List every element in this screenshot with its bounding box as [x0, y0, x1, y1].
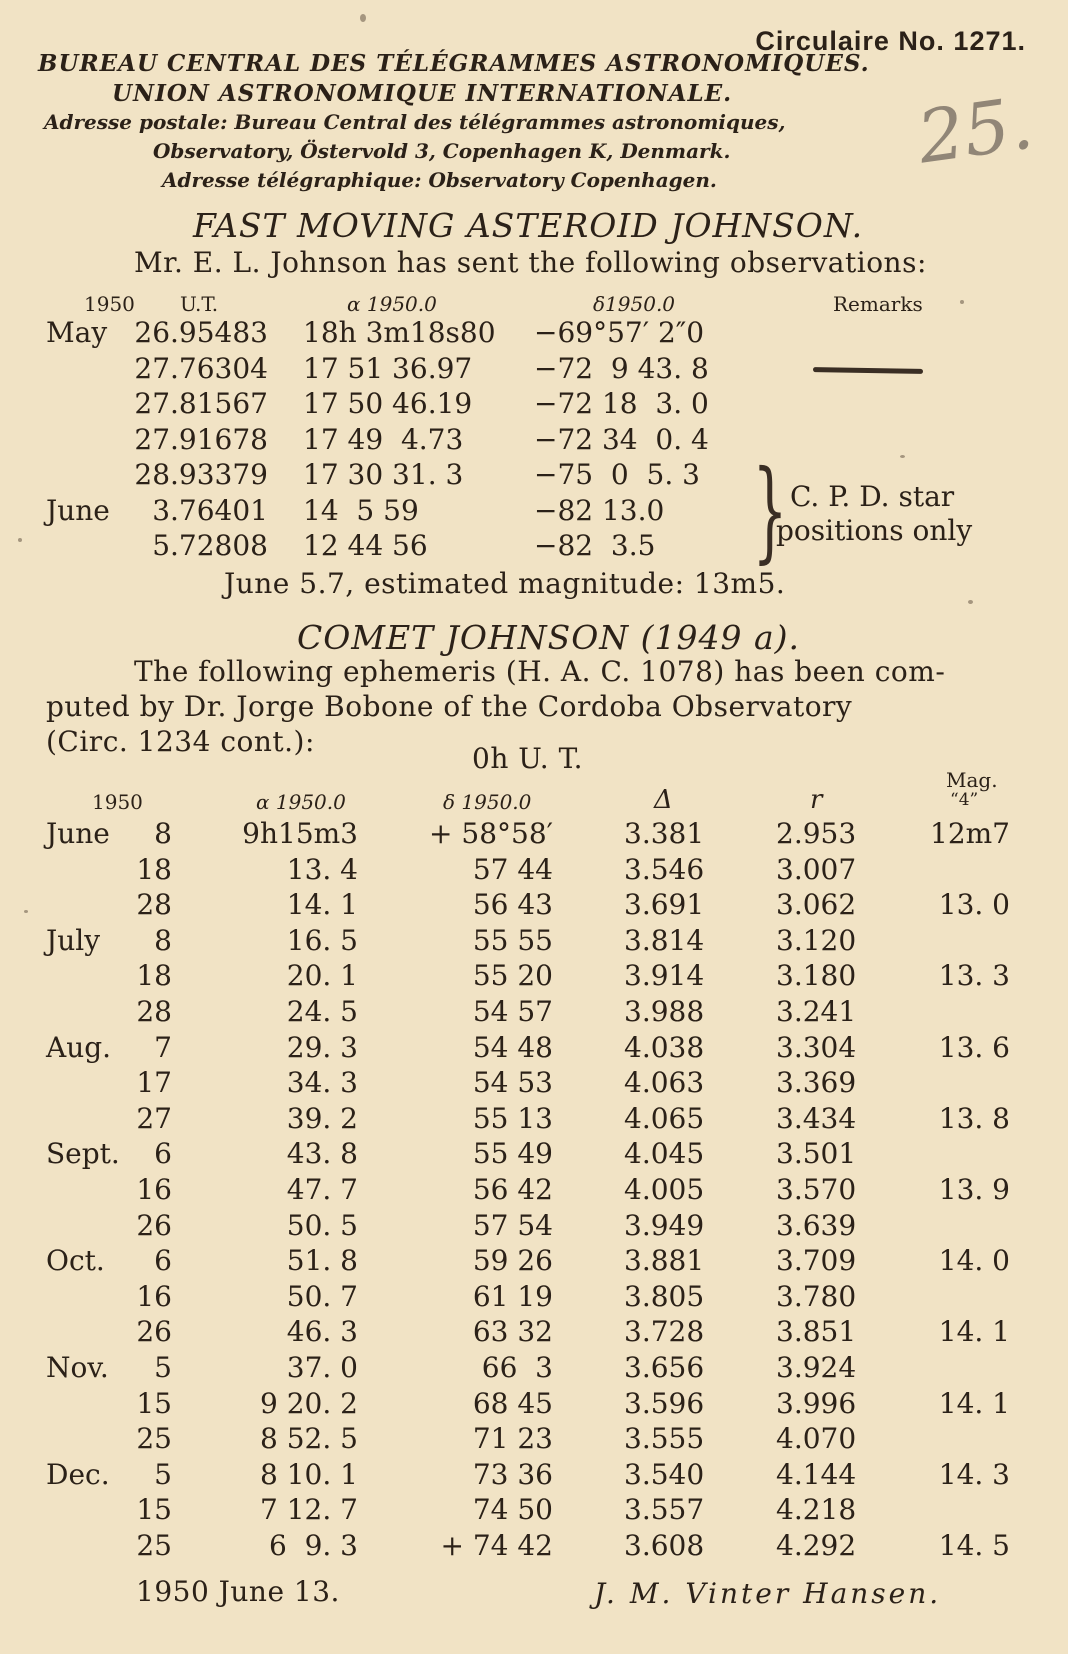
ephem-delta: 3.381 [624, 817, 705, 850]
ephem-dec: + 58°58′ [429, 817, 553, 850]
obs-ut: 3.76401 [152, 493, 268, 527]
ephem-dec: 56 42 [472, 1173, 553, 1206]
ephem-delta: 3.596 [624, 1386, 705, 1420]
ephem-dec: 73 36 [472, 1457, 553, 1491]
ephem-day: 25 [136, 1422, 172, 1456]
ephem-delta: 3.555 [624, 1422, 705, 1456]
ephem-day: 25 [136, 1529, 172, 1562]
ephem-day: 8 [154, 923, 172, 957]
asteroid-col-ut: U.T. [180, 292, 219, 316]
ephem-delta: 4.063 [624, 1066, 705, 1100]
ephem-dec: 68 45 [472, 1386, 553, 1420]
ephem-dec: 54 57 [472, 995, 553, 1028]
comet-col-year: 1950 [92, 790, 143, 814]
asteroid-col-dec: δ1950.0 [593, 292, 676, 316]
ephem-r: 2.953 [776, 817, 857, 850]
obs-ut: 27.91678 [134, 422, 268, 456]
ephem-ra: 8 10. 1 [260, 1457, 358, 1491]
ephem-delta: 4.005 [624, 1173, 705, 1206]
ephem-ra: 51. 8 [286, 1244, 358, 1278]
remark-line-2: positions only [776, 514, 973, 547]
ephem-dec: 55 20 [472, 959, 553, 993]
ephem-r: 4.070 [776, 1422, 857, 1456]
ephem-dec: 56 43 [472, 888, 553, 922]
ephem-dec: 57 54 [472, 1208, 553, 1242]
ephem-mag: 13. 9 [938, 1173, 1010, 1206]
ephem-dec: 55 13 [472, 1101, 553, 1135]
ephem-delta: 4.065 [624, 1101, 705, 1135]
paper-speck [360, 14, 366, 22]
obs-dec: −82 13.0 [534, 493, 665, 527]
comet-col-r: r [810, 785, 823, 815]
ephem-r: 3.062 [776, 888, 857, 922]
ephem-mag: 13. 8 [938, 1101, 1010, 1135]
ephem-delta: 3.656 [624, 1351, 705, 1384]
postal-address-line-2: Observatory, Östervold 3, Copenhagen K, Denmark. [153, 139, 731, 163]
ephem-r: 3.120 [776, 923, 857, 957]
asteroid-section-title: FAST MOVING ASTEROID JOHNSON. [193, 206, 864, 245]
ephem-ra: 16. 5 [286, 923, 358, 957]
ephem-ra: 34. 3 [286, 1066, 358, 1100]
ephem-ra: 20. 1 [286, 959, 358, 993]
ephem-mag: 14. 0 [938, 1244, 1010, 1278]
comet-paragraph-line-3: (Circ. 1234 cont.): [46, 725, 315, 758]
ephem-dec: 55 55 [472, 923, 553, 957]
ephem-ra: 29. 3 [286, 1030, 358, 1064]
ephem-day: 26 [136, 1208, 172, 1242]
ephem-month: Sept. [46, 1137, 120, 1171]
obs-ut: 28.93379 [134, 458, 268, 491]
ephem-day: 15 [136, 1386, 172, 1420]
asteroid-col-remarks: Remarks [833, 292, 923, 316]
ephem-dec: 61 19 [472, 1279, 553, 1313]
ephem-r: 4.144 [776, 1457, 857, 1491]
ephem-r: 4.218 [776, 1493, 857, 1527]
ephem-delta: 3.546 [624, 852, 705, 886]
comet-col-delta: Δ [654, 785, 673, 815]
ephem-day: 18 [136, 852, 172, 886]
ephem-mag: 14. 1 [938, 1386, 1010, 1420]
ephem-day: 6 [154, 1137, 172, 1171]
ephem-dec: 57 44 [472, 852, 553, 886]
ephem-dec: 54 48 [472, 1030, 553, 1064]
ephem-delta: 3.728 [624, 1315, 705, 1349]
signature: J. M. Vinter Hansen. [594, 1577, 942, 1610]
ephem-ra: 37. 0 [286, 1351, 358, 1384]
ephem-ra: 43. 8 [286, 1137, 358, 1171]
ephem-delta: 3.914 [624, 959, 705, 993]
ephem-mag: 14. 3 [938, 1457, 1010, 1491]
obs-ra: 17 50 46.19 [303, 387, 473, 420]
ephem-day: 5 [154, 1351, 172, 1384]
ephem-dec: 74 50 [472, 1493, 553, 1527]
ephem-day: 16 [136, 1173, 172, 1206]
ephem-r: 3.180 [776, 959, 857, 993]
ephem-delta: 3.540 [624, 1457, 705, 1491]
ephem-ra: 9h15m3 [242, 817, 358, 850]
ephem-day: 26 [136, 1315, 172, 1349]
ephem-month: June [46, 817, 110, 850]
ephem-ra: 8 52. 5 [260, 1422, 358, 1456]
ephem-day: 6 [154, 1244, 172, 1278]
asteroid-intro: Mr. E. L. Johnson has sent the following observations: [134, 246, 927, 279]
obs-dec: −82 3.5 [534, 529, 656, 562]
ephem-r: 3.570 [776, 1173, 857, 1206]
asteroid-col-ra: α 1950.0 [347, 292, 437, 316]
obs-ut: 26.95483 [134, 316, 268, 349]
ephem-r: 3.709 [776, 1244, 857, 1278]
obs-ut: 27.81567 [134, 387, 268, 420]
ephem-dec: 66 3 [481, 1351, 553, 1384]
ephem-ra: 13. 4 [286, 852, 358, 886]
ephem-delta: 3.988 [624, 995, 705, 1028]
paper-speck [18, 538, 22, 542]
obs-ra: 17 30 31. 3 [303, 458, 464, 491]
ephem-ra: 14. 1 [286, 888, 358, 922]
obs-month: May [46, 316, 108, 349]
postal-address-line-1: Adresse postale: Bureau Central des télégrammes astronomiques, [44, 110, 786, 134]
ephem-r: 3.434 [776, 1101, 857, 1135]
ephem-day: 15 [136, 1493, 172, 1527]
obs-dec: −72 18 3. 0 [534, 387, 709, 420]
asteroid-magnitude: June 5.7, estimated magnitude: 13m5. [224, 567, 786, 600]
ephem-ra: 47. 7 [286, 1173, 358, 1206]
handwritten-number: 25. [912, 80, 1038, 180]
remark-line-1: C. P. D. star [790, 480, 955, 513]
ephem-mag: 12m7 [930, 817, 1010, 850]
ephem-day: 7 [154, 1030, 172, 1064]
obs-ra: 17 51 36.97 [303, 351, 473, 385]
ephem-mag: 14. 5 [938, 1529, 1010, 1562]
obs-ut: 5.72808 [152, 529, 268, 562]
ephem-delta: 3.691 [624, 888, 705, 922]
ephem-r: 3.241 [776, 995, 857, 1028]
ephem-mag: 14. 1 [938, 1315, 1010, 1349]
ephem-r: 3.924 [776, 1351, 857, 1384]
remarks-brace: } [752, 446, 788, 574]
obs-ra: 18h 3m18s80 [303, 316, 496, 349]
bureau-title: BUREAU CENTRAL DES TÉLÉGRAMMES ASTRONOMIQUES. [38, 50, 870, 77]
ephem-day: 16 [136, 1279, 172, 1313]
ephem-day: 18 [136, 959, 172, 993]
ephem-ra: 39. 2 [286, 1101, 358, 1135]
comet-col-mag: Mag. [946, 768, 998, 792]
ephem-dec: 54 53 [472, 1066, 553, 1100]
obs-dec: −75 0 5. 3 [534, 458, 700, 491]
ephem-delta: 3.805 [624, 1279, 705, 1313]
ephem-mag: 13. 3 [938, 959, 1010, 993]
ephem-delta: 3.814 [624, 923, 705, 957]
obs-ra: 17 49 4.73 [303, 422, 464, 456]
ephem-mag: 13. 0 [938, 888, 1010, 922]
comet-paragraph-line-1: The following ephemeris (H. A. C. 1078) has been com- [134, 655, 946, 688]
ephem-month: Oct. [46, 1244, 105, 1278]
ephem-r: 3.369 [776, 1066, 857, 1100]
ephem-month: July [46, 923, 101, 957]
ephem-delta: 3.949 [624, 1208, 705, 1242]
telegraph-address: Adresse télégraphique: Observatory Copenhagen. [162, 168, 717, 192]
ephem-month: Aug. [46, 1030, 112, 1064]
paper-speck [960, 300, 964, 304]
ephem-ra: 50. 7 [286, 1279, 358, 1313]
ephem-ra: 46. 3 [286, 1315, 358, 1349]
comet-col-mag-note: “4” [950, 790, 979, 810]
ephem-day: 27 [136, 1101, 172, 1135]
obs-dec: −69°57′ 2″0 [534, 316, 705, 349]
ephem-dec: 59 26 [472, 1244, 553, 1278]
paper-speck [24, 910, 28, 913]
obs-month: June [46, 493, 110, 527]
obs-dec: −72 9 43. 8 [534, 351, 709, 385]
ephem-r: 3.851 [776, 1315, 857, 1349]
ephem-r: 3.501 [776, 1137, 857, 1171]
ephem-r: 3.780 [776, 1279, 857, 1313]
asteroid-col-year: 1950 [84, 292, 135, 316]
circular-date: 1950 June 13. [136, 1575, 340, 1608]
remarks-dash [813, 367, 923, 374]
ephem-delta: 3.608 [624, 1529, 705, 1562]
comet-col-dec: δ 1950.0 [443, 790, 532, 814]
ephem-dec: 71 23 [472, 1422, 553, 1456]
ephem-month: Dec. [46, 1457, 110, 1491]
paper-speck [900, 455, 905, 458]
ephem-delta: 3.881 [624, 1244, 705, 1278]
obs-ra: 12 44 56 [303, 529, 428, 562]
ephem-r: 3.639 [776, 1208, 857, 1242]
ephem-day: 8 [154, 817, 172, 850]
ephem-ra: 7 12. 7 [260, 1493, 358, 1527]
ephem-r: 3.007 [776, 852, 857, 886]
ephem-ra: 9 20. 2 [260, 1386, 358, 1420]
comet-section-title: COMET JOHNSON (1949 a). [297, 618, 801, 657]
ephem-day: 28 [136, 995, 172, 1028]
ephem-r: 4.292 [776, 1529, 857, 1562]
ephem-day: 5 [154, 1457, 172, 1491]
ephem-delta: 3.557 [624, 1493, 705, 1527]
obs-ra: 14 5 59 [303, 493, 419, 527]
obs-ut: 27.76304 [134, 351, 268, 385]
obs-dec: −72 34 0. 4 [534, 422, 709, 456]
ephem-day: 17 [136, 1066, 172, 1100]
comet-col-ra: α 1950.0 [256, 790, 346, 814]
ephem-ra: 6 9. 3 [268, 1529, 358, 1562]
ephem-ra: 50. 5 [286, 1208, 358, 1242]
ephem-dec: 63 32 [472, 1315, 553, 1349]
paper-speck [968, 600, 973, 604]
ephem-r: 3.304 [776, 1030, 857, 1064]
ephem-dec: + 74 42 [440, 1529, 553, 1562]
comet-time-label: 0h U. T. [472, 742, 584, 775]
union-title: UNION ASTRONOMIQUE INTERNATIONALE. [112, 80, 733, 107]
ephem-ra: 24. 5 [286, 995, 358, 1028]
circular-number: Circulaire No. 1271. [755, 26, 1026, 56]
ephem-delta: 4.038 [624, 1030, 705, 1064]
ephem-delta: 4.045 [624, 1137, 705, 1171]
comet-paragraph-line-2: puted by Dr. Jorge Bobone of the Cordoba Observatory [46, 690, 853, 723]
ephem-month: Nov. [46, 1351, 109, 1384]
ephem-r: 3.996 [776, 1386, 857, 1420]
ephem-day: 28 [136, 888, 172, 922]
ephem-dec: 55 49 [472, 1137, 553, 1171]
ephem-mag: 13. 6 [938, 1030, 1010, 1064]
